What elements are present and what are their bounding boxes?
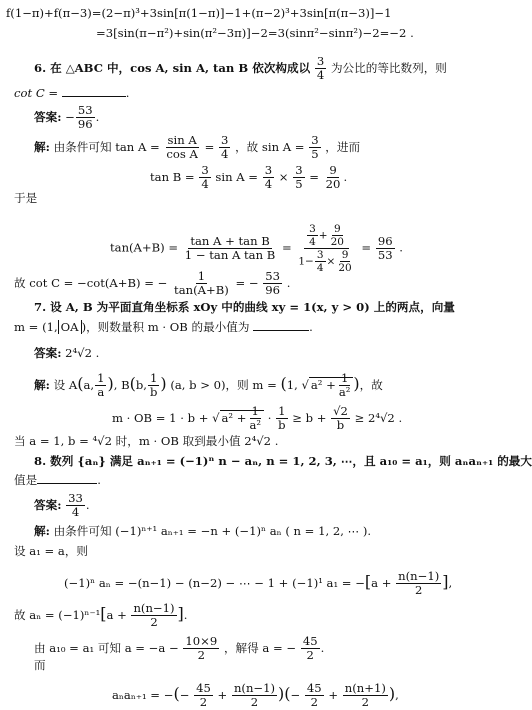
ratio-fraction: $\frac{3}{4}$: [316, 54, 325, 83]
answer-label: 答案:: [34, 497, 62, 512]
solution-8-line-2: 设 a₁ = a，则: [14, 544, 89, 558]
problem-8-statement-2: 值是 .: [14, 473, 101, 487]
solution-8-line-1: 解: 由条件可知 (−1)ⁿ⁺¹ aₙ₊₁ = −n + (−1)ⁿ aₙ ( n = 1, 2, ⋯ ).: [34, 524, 372, 538]
answer-label: 答案:: [34, 109, 62, 124]
solution-8-line-5: 由 a₁₀ = a₁ 可知 a = −a − $\frac{10\times 9}{2}$ ，解得 a = − $\frac{45}{2}$ .: [34, 634, 325, 663]
solution-6-line-4: tan(A+B) = $\frac{\text{tan A + tan B}}{\text{1 − tan A tan B}}$ = $\frac{3}{4}$ + $\frac{9}{20}$ 1− $\frac{3}{4}$ × $\frac{9}{20}$ = $\frac{96}{53}$ .: [110, 223, 403, 275]
solution-label: 解:: [34, 524, 50, 538]
solution-6-line-1: 解: 由条件可知 tan A = $\frac{\text{sin A}}{\text{cos A}}$ = $\frac{3}{4}$ ，故 sin A = $\frac{3}{5}$ ，进而: [34, 133, 361, 162]
solution-8-line-4: 故 aₙ = (−1)ⁿ⁻¹[a + $\frac{n(n-1)}{2}$ ].: [14, 601, 188, 630]
problem-6-statement: 6. 在 △ABC 中，cos A, sin A, tan B 依次构成以 $\frac{3}{4}$ 为公比的等比数列，则: [34, 54, 447, 83]
solution-8-line-7: aₙaₙ₊₁ = −(− $\frac{45}{2}$ + $\frac{n(n-1)}{2}$ )(− $\frac{45}{2}$ + $\frac{n(n+1)}{2}$ ),: [112, 681, 399, 710]
solution-8-line-6: 而: [34, 658, 46, 672]
solution-8-line-3: (−1)ⁿ aₙ = −(n−1) − (n−2) − ⋯ − 1 + (−1)¹ a₁ = −[a + $\frac{n(n-1)}{2}$ ],: [64, 569, 453, 598]
answer-blank: [62, 95, 126, 97]
answer-8: 答案: $\frac{33}{4}$ .: [34, 491, 90, 520]
answer-blank: [253, 329, 309, 331]
problem-6-blank-line: cot C = .: [14, 86, 130, 100]
problem-7-statement-1: 7. 设 A, B 为平面直角坐标系 xOy 中的曲线 xy = 1(x, y > 0) 上的两点，向量: [34, 300, 455, 314]
answer-blank: [37, 482, 97, 484]
solution-7-line-2: m · OB = 1 · b + √ a² + $\frac{1}{\text{a²}}$ · $\frac{1}{b}$ ≥ b + $\frac{√2}{b}$ ≥ 2⁴√2 .: [112, 404, 403, 433]
solution-7-line-1: 解: 设 A(a, $\frac{1}{a}$ ), B(b, $\frac{1}{b}$ ) (a, b > 0)，则 m = (1, √ a² + $\frac{1}{\text{a²}}$ )，故: [34, 371, 383, 400]
answer-7: 答案: 2⁴√2 .: [34, 346, 100, 360]
solution-6-line-5: 故 cot C = −cot(A+B) = − $\frac{1}{\tan(A+B)}$ = − $\frac{53}{96}$ .: [14, 269, 291, 298]
solution-6-line-3: 于是: [14, 191, 38, 205]
eq-line-2: =3[sin(π−π²)+sin(π²−3π)]−2=3(sinπ²−sinπ²)−2=−2 .: [96, 26, 414, 40]
answer-6: 答案: − $\frac{53}{96}$ .: [34, 103, 100, 132]
problem-8-statement-1: 8. 数列 {aₙ} 满足 aₙ₊₁ = (−1)ⁿ n − aₙ, n = 1, 2, 3, ⋯，且 a₁₀ = a₁，则 aₙaₙ₊₁ 的最大: [34, 454, 532, 468]
solution-label: 解:: [34, 377, 50, 392]
answer-label: 答案:: [34, 346, 62, 360]
solution-6-line-2: tan B = $\frac{3}{4}$ sin A = $\frac{3}{4}$ × $\frac{3}{5}$ = $\frac{9}{20}$ .: [150, 163, 348, 192]
solution-label: 解:: [34, 139, 50, 154]
problem-7-statement-2: m = (1, OA )，则数量积 m · OB 的最小值为 .: [14, 320, 313, 334]
eq-line-1: f(1−π)+f(π−3)=(2−π)³+3sin[π(1−π)]−1+(π−2)³+3sin[π(π−3)]−1: [6, 6, 392, 20]
solution-7-line-3: 当 a = 1, b = ⁴√2 时，m · OB 取到最小值 2⁴√2 .: [14, 434, 279, 448]
